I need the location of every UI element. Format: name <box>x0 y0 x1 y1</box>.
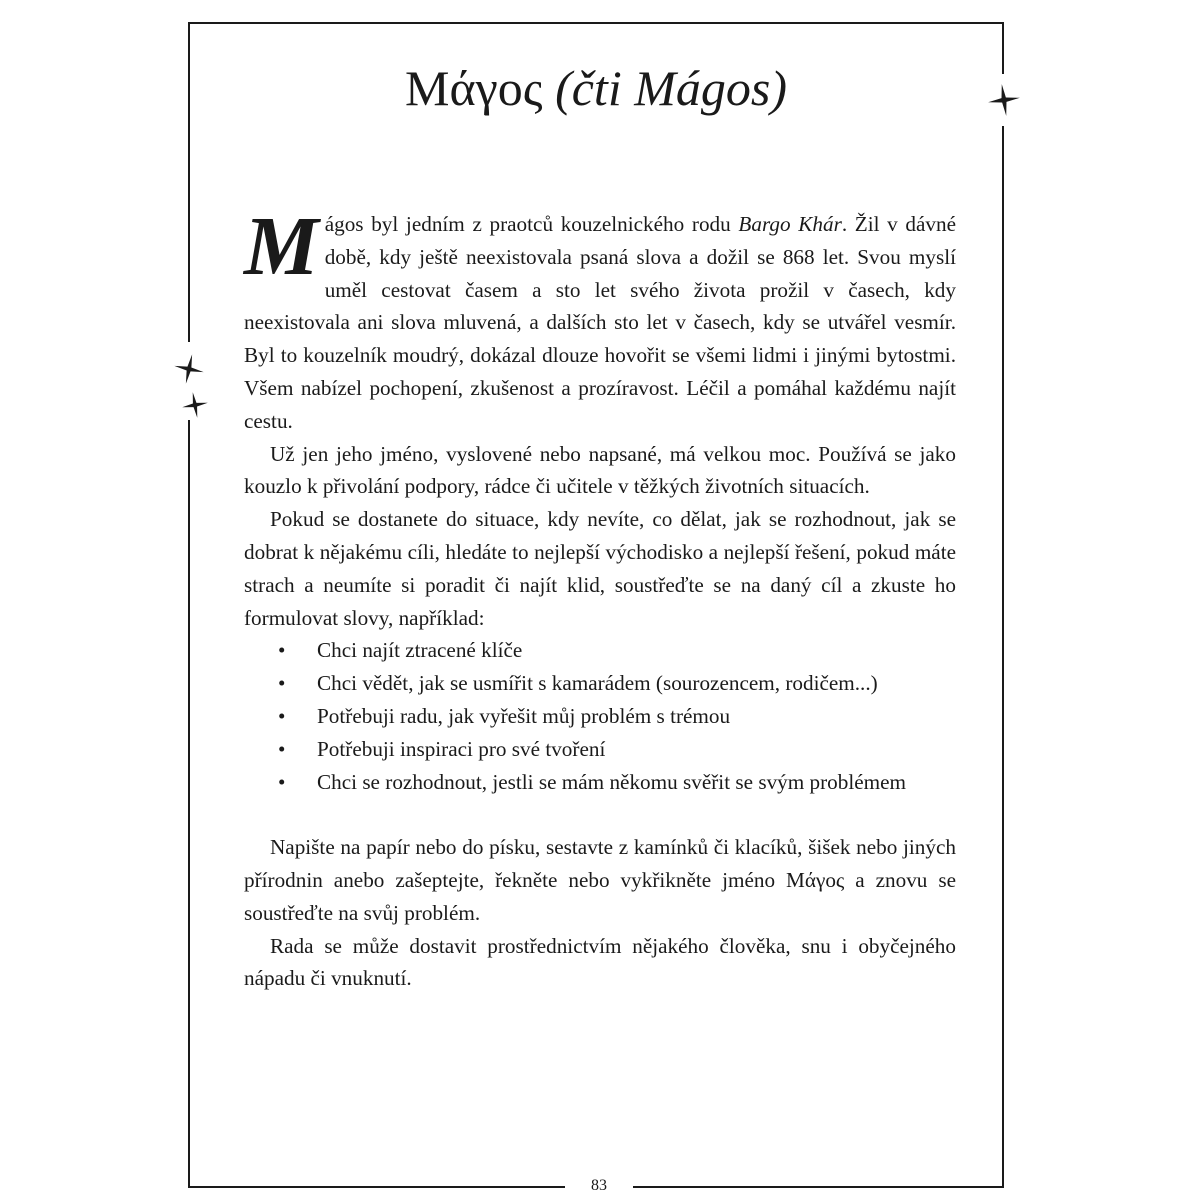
paragraph-write-name: Napište na papír nebo do písku, sestavte z kamínků či klacíků, šišek nebo jiných přírodnin anebo zašeptejte, řekněte nebo vykřikněte jméno Μάγος a znovu se soustřeďte na svůj problém. <box>244 835 956 925</box>
page-frame-top <box>188 22 1004 24</box>
drop-cap: M <box>244 200 319 293</box>
intro-paragraph <box>244 200 957 438</box>
examples-list <box>244 634 956 798</box>
page-number: 83 <box>591 1177 607 1194</box>
bullet-icon: • <box>278 703 286 728</box>
page-frame-bottom-right <box>633 1186 1004 1188</box>
bullet-icon: • <box>278 638 286 663</box>
page-frame-bottom-left <box>188 1186 565 1188</box>
paragraph-how-to-use: Pokud se dostanete do situace, kdy nevíte, co dělat, jak se rozhodnout, jak se dobrat k nějakému cíli, hledáte to nejlepší východisko a nejlepší řešení, pokud máte strach a neumíte si poradit či najít klid, soustřeďte se na daný cíl a zkuste ho formulovat slovy, například: <box>244 507 956 630</box>
paragraph-spacer <box>244 798 956 831</box>
list-item: • Chci najít ztracené klíče <box>244 634 956 667</box>
intro-rest: . Žil v dávné době, kdy ještě neexistovala psaná slova a dožil se 868 let. Svou myslí uměl cestovat časem a sto let svého života prožil v časech, kdy neexistovala ani slova mluvená, a dalších sto let v časech, kdy se utvářel vesmír. Byl to kouzelník moudrý, dokázal dlouze hovořit se všemi lidmi i jinými bytostmi. Všem nabízel pochopení, zkušenost a prozíravost. Léčil a pomáhal každému najít cestu. <box>244 212 957 433</box>
list-item: • Potřebuji inspiraci pro své tvoření <box>244 733 956 766</box>
bullet-icon: • <box>278 769 286 794</box>
star-ornament-icon <box>172 352 206 386</box>
body-text <box>244 200 957 995</box>
title-greek-name: Μάγος <box>405 60 543 116</box>
paragraph-advice: Rada se může dostavit prostřednictvím nějakého člověka, snu i obyčejného nápadu či vnuknutí. <box>244 933 956 991</box>
title-pronunciation: (čti Mágos) <box>555 60 787 116</box>
clan-name: Bargo Khár <box>738 212 842 236</box>
page-title <box>188 48 1004 128</box>
bullet-icon: • <box>278 671 286 696</box>
page-frame-right-lower <box>1002 126 1004 1187</box>
star-ornament-icon <box>180 390 210 420</box>
paragraph-power-of-name: Už jen jeho jméno, vyslovené nebo napsané, má velkou moc. Používá se jako kouzlo k přivolání podpory, rádce či učitele v těžkých životních situacích. <box>244 441 956 499</box>
list-item: • Chci se rozhodnout, jestli se mám někomu svěřit se svým problémem <box>244 766 956 799</box>
intro-lead: ágos byl jedním z praotců kouzelnického rodu <box>324 212 739 236</box>
page-frame-left-lower <box>188 420 190 1187</box>
list-item: • Potřebuji radu, jak vyřešit můj problém s trémou <box>244 700 956 733</box>
bullet-icon: • <box>278 736 286 761</box>
list-item: • Chci vědět, jak se usmířit s kamarádem (sourozencem, rodičem...) <box>244 667 956 700</box>
